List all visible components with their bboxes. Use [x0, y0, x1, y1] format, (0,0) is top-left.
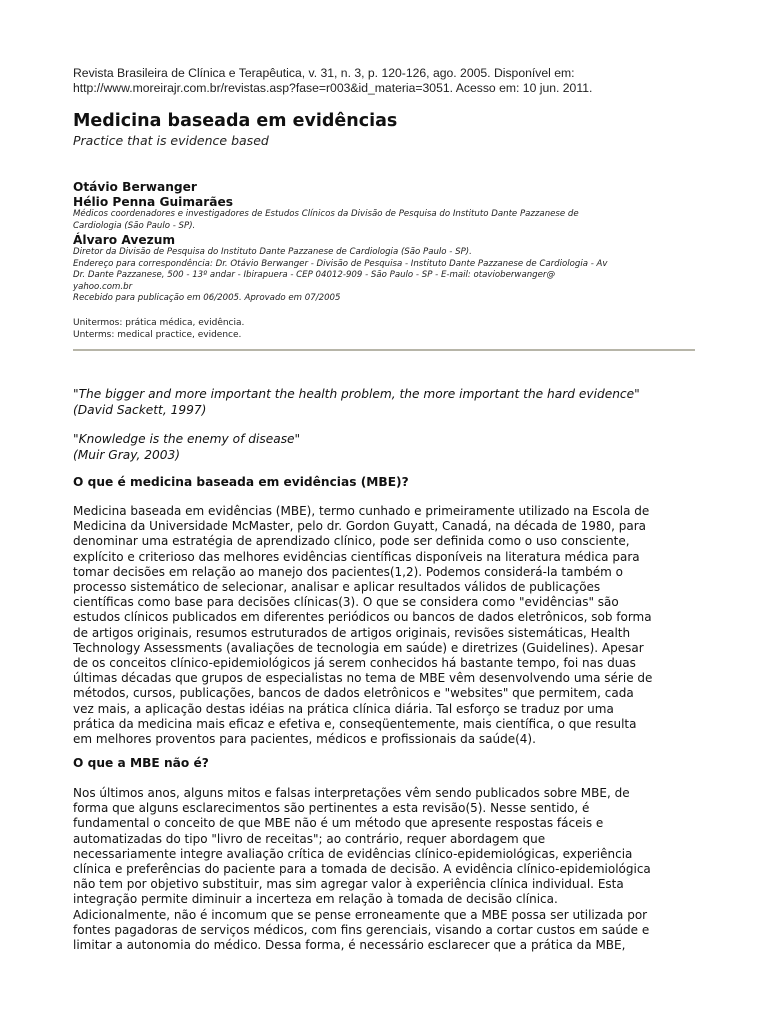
section-heading: O que a MBE não é?	[73, 756, 209, 770]
author-name: Otávio Berwanger	[73, 180, 197, 194]
correspondence-line: Endereço para correspondência: Dr. Otávio Berwanger - Divisão de Pesquisa - Instituto Dante Pazzanese de Cardiologia - Av	[73, 258, 608, 269]
affiliation-line: Cardiologia (São Paulo - SP).	[73, 220, 196, 231]
divider	[73, 349, 695, 351]
paragraph-line: Nos últimos anos, alguns mitos e falsas interpretações vêm sendo publicados sobre MBE, de	[73, 786, 630, 800]
epigraph-quote	[73, 432, 713, 464]
correspondence-line: Dr. Dante Pazzanese, 500 - 13º andar - Ibirapuera - CEP 04012-909 - São Paulo - SP - E-mail: otavioberwanger@	[73, 270, 556, 280]
paragraph-line: Adicionalmente, não é incomum que se pense erroneamente que a MBE possa ser utilizada por	[73, 907, 648, 922]
author-name: Álvaro Avezum	[73, 233, 176, 247]
paragraph-line: de os conceitos clínico-epidemiológicos já serem conhecidos há bastante tempo, foi nas duas	[73, 656, 636, 671]
received-line: Recebido para publicação em 06/2005. Aprovado em 07/2005	[73, 293, 341, 303]
keywords-en: Unterms: medical practice, evidence.	[73, 329, 242, 340]
paragraph-line: denominar uma estratégia de aprendizado clínico, pode ser definida como o uso consciente,	[73, 534, 630, 549]
paragraph-line: prática da medicina mais eficaz e efetiva e, conseqüentemente, mais científica, o que resulta	[73, 716, 637, 731]
citation	[73, 66, 713, 96]
author-affiliation	[73, 209, 693, 232]
correspondence-line: yahoo.com.br	[73, 281, 133, 292]
article-title: Medicina baseada em evidências	[73, 111, 398, 131]
paragraph-line: limitar a autonomia do médico. Dessa forma, é necessário esclarecer que a prática da MBE,	[73, 938, 626, 953]
citation-line: Revista Brasileira de Clínica e Terapêutica, v. 31, n. 3, p. 120-126, ago. 2005. Disponível em:	[73, 66, 575, 80]
keywords-pt: Unitermos: prática médica, evidência.	[73, 318, 245, 328]
paragraph-line: processo sistemático de selecionar, analisar e aplicar resultados válidos de publicações	[73, 580, 601, 595]
citation-line: http://www.moreirajr.com.br/revistas.asp?fase=r003&id_materia=3051. Acesso em: 10 jun. 2011.	[73, 81, 593, 95]
paragraph-line: forma que alguns esclarecimentos são pertinentes a esta revisão(5). Nesse sentido, é	[73, 801, 590, 816]
paragraph-line: em melhores proventos para pacientes, médicos e profissionais da saúde(4).	[73, 732, 536, 747]
quote-text: "The bigger and more important the health problem, the more important the hard evidence"	[73, 387, 640, 401]
paragraph-line: científicas como base para decisões clínicas(3). O que se considera como "evidências" são	[73, 595, 619, 610]
quote-source: (David Sackett, 1997)	[73, 402, 207, 417]
paragraph-line: fontes pagadoras de serviços médicos, com fins gerenciais, visando a cortar custos em saúde e	[73, 922, 650, 937]
section-paragraph	[73, 786, 705, 953]
paragraph-line: integração permite diminuir a incerteza em relação à tomada de decisão clínica.	[73, 892, 558, 907]
author-name: Hélio Penna Guimarães	[73, 195, 233, 209]
paragraph-line: últimas décadas que grupos de especialistas no tema de MBE vêm desenvolvendo uma série de	[73, 671, 653, 686]
article-subtitle: Practice that is evidence based	[73, 133, 269, 148]
epigraph-quote	[73, 387, 713, 419]
section-paragraph	[73, 504, 705, 747]
paragraph-line: não tem por objetivo substituir, mas sim agregar valor à experiência clínica individual. Esta	[73, 877, 624, 892]
section-heading: O que é medicina baseada em evidências (MBE)?	[73, 475, 409, 489]
paragraph-line: tomar decisões em relação ao manejo dos pacientes(1,2). Podemos considerá-la também o	[73, 564, 624, 579]
paragraph-line: Medicina da Universidade McMaster, pelo dr. Gordon Guyatt, Canadá, na década de 1980, para	[73, 519, 646, 534]
keywords	[73, 318, 244, 341]
paragraph-line: Technology Assessments (avaliações de tecnologia em saúde) e diretrizes (Guidelines). Apesar	[73, 640, 644, 655]
paragraph-line: necessariamente integre avaliação crítica de evidências clínico-epidemiológicas, experiência	[73, 846, 633, 861]
author-affiliation	[73, 247, 693, 305]
paragraph-line: explícito e criterioso das melhores evidências científicas disponíveis na literatura médica para	[73, 549, 640, 564]
affiliation-line: Médicos coordenadores e investigadores de Estudos Clínicos da Divisão de Pesquisa do Instituto Dante Pazzanese de	[73, 209, 579, 219]
paragraph-line: Medicina baseada em evidências (MBE), termo cunhado e primeiramente utilizado na Escola de	[73, 504, 650, 518]
paragraph-line: de artigos originais, resumos estruturados de artigos originais, revisões sistemáticas, Health	[73, 625, 631, 640]
paragraph-line: estudos clínicos publicados em diferentes periódicos ou bancos de dados eletrônicos, sob forma	[73, 610, 652, 625]
quote-source: (Muir Gray, 2003)	[73, 447, 180, 462]
quote-text: "Knowledge is the enemy of disease"	[73, 432, 301, 446]
paragraph-line: fundamental o conceito de que MBE não é um método que apresente respostas fáceis e	[73, 816, 604, 831]
paragraph-line: métodos, cursos, publicações, bancos de dados eletrônicos e "websites" que permitem, cada	[73, 686, 634, 701]
affiliation-line: Diretor da Divisão de Pesquisa do Instituto Dante Pazzanese de Cardiologia (São Paulo - SP).	[73, 247, 472, 257]
paragraph-line: vez mais, a aplicação destas idéias na prática clínica diária. Tal esforço se traduz por uma	[73, 701, 614, 716]
paragraph-line: automatizadas do tipo "livro de receitas"; ao contrário, requer abordagem que	[73, 831, 546, 846]
paragraph-line: clínica e preferências do paciente para a tomada de decisão. A evidência clínico-epidemiológica	[73, 862, 651, 877]
